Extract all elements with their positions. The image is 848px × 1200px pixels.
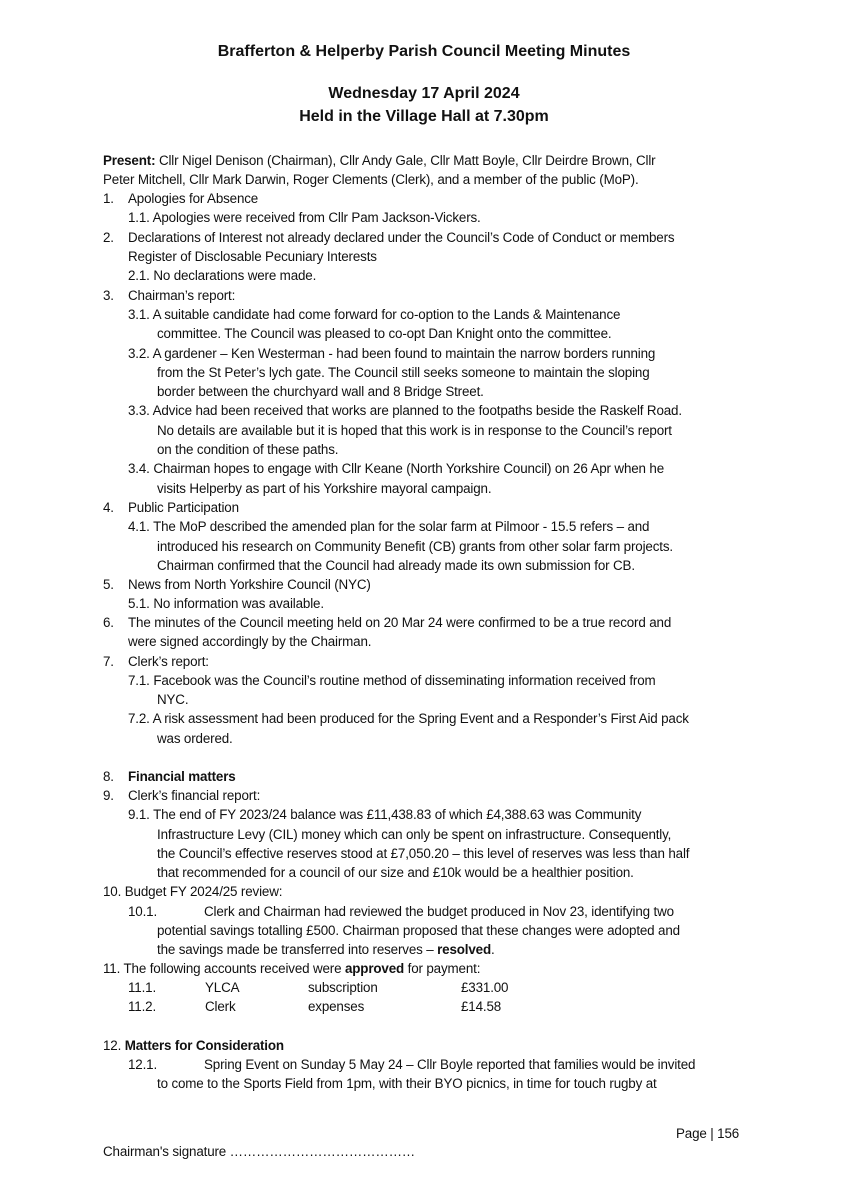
item-number: 2. [103,230,114,245]
item-number: 4.1. [128,519,150,534]
item-9-1-line-3: the Council’s effective reserves stood at £7,050.20 – this level of reserves was less than half [157,846,690,861]
item-9 [103,787,260,805]
item-7-2-line-2: was ordered. [157,731,233,746]
item-text: Advice had been received that works are planned to the footpaths beside the Raskelf Road. [152,403,682,418]
item-12-1-line-2: to come to the Sports Field from 1pm, with their BYO picnics, in time for touch rugby at [157,1076,657,1091]
item-10-1-line-3 [157,941,495,959]
item-number: 2.1. [128,268,150,283]
item-number: 10.1. [128,904,158,919]
item-number: 3.4. [128,461,150,476]
present-label: Present: [103,153,156,168]
item-10-1 [128,903,674,921]
item-number: 12. [103,1038,122,1053]
item-text: Chairman hopes to engage with Cllr Keane (North Yorkshire Council) on 26 Apr when he [153,461,665,476]
item-4-1-line-2: introduced his research on Community Benefit (CB) grants from other solar farm projects. [157,539,673,554]
item-text: A gardener – Ken Westerman - had been found to maintain the narrow borders running [152,346,656,361]
item-7-2 [128,710,689,728]
item-10 [103,883,282,901]
item-3-2-line-2: from the St Peter’s lych gate. The Council still seeks someone to maintain the sloping [157,365,650,380]
item-number: 1. [103,191,114,206]
item-3 [103,287,235,305]
section-heading: Matters for Consideration [124,1038,284,1053]
item-heading: Chairman’s report: [128,288,236,303]
item-3-2-line-3: border between the churchyard wall and 8 Bridge Street. [157,384,484,399]
attendees-line-1 [103,152,655,170]
payment-payee: Clerk [205,999,236,1014]
item-text: Apologies were received from Cllr Pam Jackson-Vickers. [152,210,481,225]
item-7 [103,653,209,671]
item-7-1-line-2: NYC. [157,692,189,707]
item-8 [103,768,236,786]
resolved-label: resolved [437,942,491,957]
item-3-3 [128,402,682,420]
item-number: 7.2. [128,711,150,726]
item-number: 10. [103,884,122,899]
item-3-1-line-2: committee. The Council was pleased to co-opt Dan Knight onto the committee. [157,326,612,341]
payment-payee: YLCA [205,980,240,995]
item-3-3-line-3: on the condition of these paths. [157,442,339,457]
item-3-3-line-2: No details are available but it is hoped that this work is in response to the Council’s report [157,423,672,438]
item-text: Facebook was the Council’s routine method of disseminating information received from [153,673,656,688]
attendees-text: Cllr Nigel Denison (Chairman), Cllr Andy Gale, Cllr Matt Boyle, Cllr Deirdre Brown, Cllr [155,153,656,168]
item-heading: Apologies for Absence [128,191,259,206]
section-heading: Financial matters [128,769,236,784]
item-5-1 [128,595,324,613]
item-11 [103,960,480,978]
item-number: 6. [103,615,114,630]
item-10-1-line-2: potential savings totalling £500. Chairman proposed that these changes were adopted and [157,923,680,938]
item-text: for payment: [404,961,481,976]
item-6 [103,614,671,632]
item-number: 3.1. [128,307,150,322]
item-number: 9.1. [128,807,150,822]
item-heading: Declarations of Interest not already declared under the Council’s Code of Conduct or members [128,230,675,245]
item-4 [103,499,239,517]
item-number: 12.1. [128,1057,158,1072]
item-number: 9. [103,788,114,803]
item-4-1-line-3: Chairman confirmed that the Council had already made its own submission for CB. [157,558,635,573]
item-7-1 [128,672,656,690]
item-3-4-line-2: visits Helperby as part of his Yorkshire mayoral campaign. [157,481,492,496]
approved-label: approved [344,961,405,976]
item-9-1 [128,806,641,824]
payment-type: subscription [308,980,378,995]
item-heading: News from North Yorkshire Council (NYC) [128,577,371,592]
item-text: . [491,942,495,957]
item-heading: Clerk’s report: [128,654,209,669]
item-text: Clerk and Chairman had reviewed the budget produced in Nov 23, identifying two [204,904,674,919]
item-number: 11. [103,961,121,976]
payment-number: 11.2. [128,999,157,1014]
item-text: The end of FY 2023/24 balance was £11,438.83 of which £4,388.63 was Community [153,807,642,822]
item-9-1-line-4: that recommended for a council of our size and £10k would be a healthier position. [157,865,634,880]
item-heading: Public Participation [128,500,239,515]
item-2-line-2: Register of Disclosable Pecuniary Interests [128,249,377,264]
item-number: 3.2. [128,346,150,361]
item-text: the savings made be transferred into reserves – [157,942,438,957]
item-text: The following accounts received were [123,961,345,976]
meeting-venue: Held in the Village Hall at 7.30pm [299,108,549,125]
item-3-1 [128,306,620,324]
item-3-4 [128,460,664,478]
item-4-1 [128,518,649,536]
item-1-1 [128,209,481,227]
item-number: 4. [103,500,114,515]
item-5 [103,576,371,594]
item-text: No declarations were made. [153,268,317,283]
item-number: 7. [103,654,114,669]
item-number: 1.1. [128,210,150,225]
meeting-date: Wednesday 17 April 2024 [328,85,520,102]
document-title: Brafferton & Helperby Parish Council Meeting Minutes [217,43,631,60]
item-12 [103,1037,284,1055]
item-text: A suitable candidate had come forward for co-option to the Lands & Maintenance [152,307,621,322]
item-text: The minutes of the Council meeting held on 20 Mar 24 were confirmed to be a true record and [128,615,672,630]
item-number: 5. [103,577,114,592]
item-9-1-line-2: Infrastructure Levy (CIL) money which can only be spent on infrastructure. Consequently, [157,827,672,842]
item-2 [103,229,674,247]
item-text: Spring Event on Sunday 5 May 24 – Cllr Boyle reported that families would be invited [204,1057,696,1072]
item-number: 5.1. [128,596,150,611]
item-text: The MoP described the amended plan for the solar farm at Pilmoor - 15.5 refers – and [153,519,650,534]
item-number: 3. [103,288,114,303]
item-number: 8. [103,769,114,784]
item-text: No information was available. [153,596,324,611]
item-1 [103,190,258,208]
item-2-1 [128,267,316,285]
item-heading: Clerk’s financial report: [128,788,261,803]
item-number: 3.3. [128,403,150,418]
item-text: A risk assessment had been produced for the Spring Event and a Responder’s First Aid pack [152,711,689,726]
item-6-line-2: were signed accordingly by the Chairman. [128,634,372,649]
item-12-1 [128,1056,695,1074]
payment-type: expenses [308,999,365,1014]
item-number: 7.1. [128,673,150,688]
payment-amount: £14.58 [461,999,502,1014]
item-3-2 [128,345,655,363]
payment-amount: £331.00 [461,980,509,995]
attendees-line-2: Peter Mitchell, Cllr Mark Darwin, Roger Clements (Clerk), and a member of the public (MoP). [103,172,639,187]
page-number: Page | 156 [676,1126,740,1141]
payment-number: 11.1. [128,980,157,995]
chairman-signature-line: Chairman's signature …………………………………… [103,1144,416,1159]
item-heading: Budget FY 2024/25 review: [124,884,283,899]
